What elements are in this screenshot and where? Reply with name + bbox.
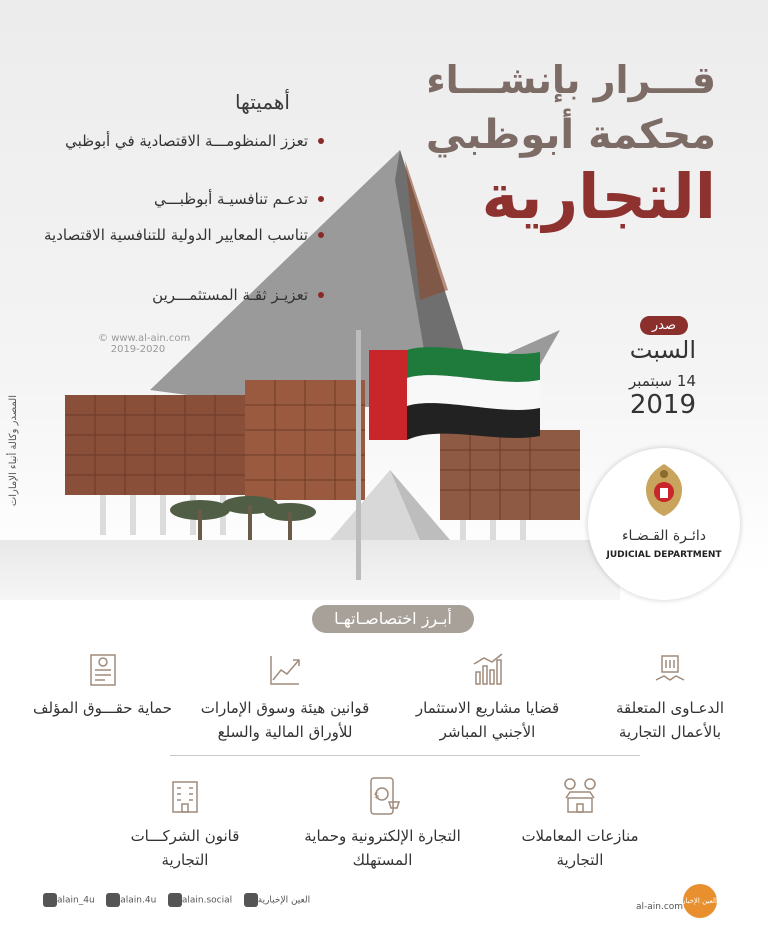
specialization-label: قانون الشركـــات التجارية xyxy=(130,827,240,869)
importance-item xyxy=(33,128,308,154)
title-line-1: قـــرار بإنشـــاء xyxy=(426,58,716,102)
footer-social xyxy=(40,893,310,907)
importance-item xyxy=(33,186,308,212)
importance-item xyxy=(33,222,308,248)
divider xyxy=(170,755,640,756)
logo-arabic-text: دائـرة القـضـاء xyxy=(621,528,707,544)
bullet-icon xyxy=(318,292,324,298)
judicial-department-logo xyxy=(588,448,740,600)
ecommerce-phone-icon xyxy=(363,776,403,816)
twitter-icon[interactable] xyxy=(43,893,57,907)
importance-item-text: تعزيـز ثقـة المستثمـــرين xyxy=(152,286,308,304)
issued-badge: صدر xyxy=(640,316,688,335)
svg-text:$: $ xyxy=(373,791,379,801)
youtube-icon[interactable] xyxy=(244,893,258,907)
specialization-label: التجارة الإلكترونية وحماية المستهلك xyxy=(304,827,461,869)
bullet-icon xyxy=(318,138,324,144)
importance-item-text: تناسب المعايير الدولية للتنافسية الاقتصادية xyxy=(43,226,308,244)
importance-heading: أهميتها xyxy=(234,90,290,114)
specialization-item xyxy=(300,776,465,872)
logo-english-text: JUDICIAL DEPARTMENT xyxy=(606,550,722,560)
specialization-label: حماية حقـــوق المؤلف xyxy=(33,699,172,717)
importance-item-text: تدعـم تنافسيـة أبوظبـــي xyxy=(154,190,308,208)
importance-item xyxy=(33,282,308,308)
specializations-heading: أبـرز اختصاصـاتهـا xyxy=(312,605,474,633)
company-building-icon xyxy=(165,776,205,816)
issued-day-month: 14 سبتمبر xyxy=(629,372,696,390)
watermark-years: 2019-2020 xyxy=(110,344,166,355)
specialization-label: منازعات المعاملات التجارية xyxy=(521,827,639,869)
specialization-item xyxy=(400,652,575,744)
specialization-label: الدعـاوى المتعلقة بالأعمال التجارية xyxy=(615,699,725,741)
specialization-item xyxy=(590,652,750,744)
title-line-3: التجارية xyxy=(481,160,716,233)
footer-website[interactable]: al-ain.com xyxy=(636,902,684,912)
watermark-site: www.al-ain.com xyxy=(111,333,191,344)
social-handle[interactable]: alain.social xyxy=(181,895,233,906)
bullet-icon xyxy=(318,196,324,202)
specialization-item xyxy=(110,776,260,872)
social-handle[interactable]: alain_4u xyxy=(57,895,95,906)
certificate-icon xyxy=(85,652,121,688)
social-handle[interactable]: alain.4u xyxy=(120,895,157,906)
al-ain-logo: العين الإخبارية xyxy=(683,884,717,918)
bullet-icon xyxy=(318,232,324,238)
falcon-emblem-icon xyxy=(640,462,688,518)
facebook-icon[interactable] xyxy=(168,893,182,907)
importance-item-text: تعزز المنظومـــة الاقتصادية في أبوظبي xyxy=(65,132,308,150)
specialization-label: قضايا مشاريع الاستثمار الأجنبي المباشر xyxy=(415,699,560,741)
specialization-item xyxy=(30,652,175,720)
title-line-2: محكمة أبوظبي xyxy=(425,112,716,158)
specialization-item xyxy=(500,776,660,872)
watermark: © www.al-ain.com 2019-2020 xyxy=(98,333,191,355)
social-handle[interactable]: العين الإخبارية xyxy=(257,895,311,906)
market-graph-icon xyxy=(267,652,303,688)
instagram-icon[interactable] xyxy=(106,893,120,907)
trade-shop-icon xyxy=(560,776,600,816)
specialization-label: قوانين هيئة وسوق الإمارات للأوراق المالية والسلع xyxy=(200,699,370,741)
handshake-building-icon xyxy=(652,652,688,688)
specialization-item xyxy=(190,652,380,744)
issued-year: 2019 xyxy=(629,390,696,420)
issued-day: السبت xyxy=(629,336,696,364)
source-note: المصدر وكالة أنباء الإمارات xyxy=(8,395,19,507)
investment-chart-icon xyxy=(470,652,506,688)
